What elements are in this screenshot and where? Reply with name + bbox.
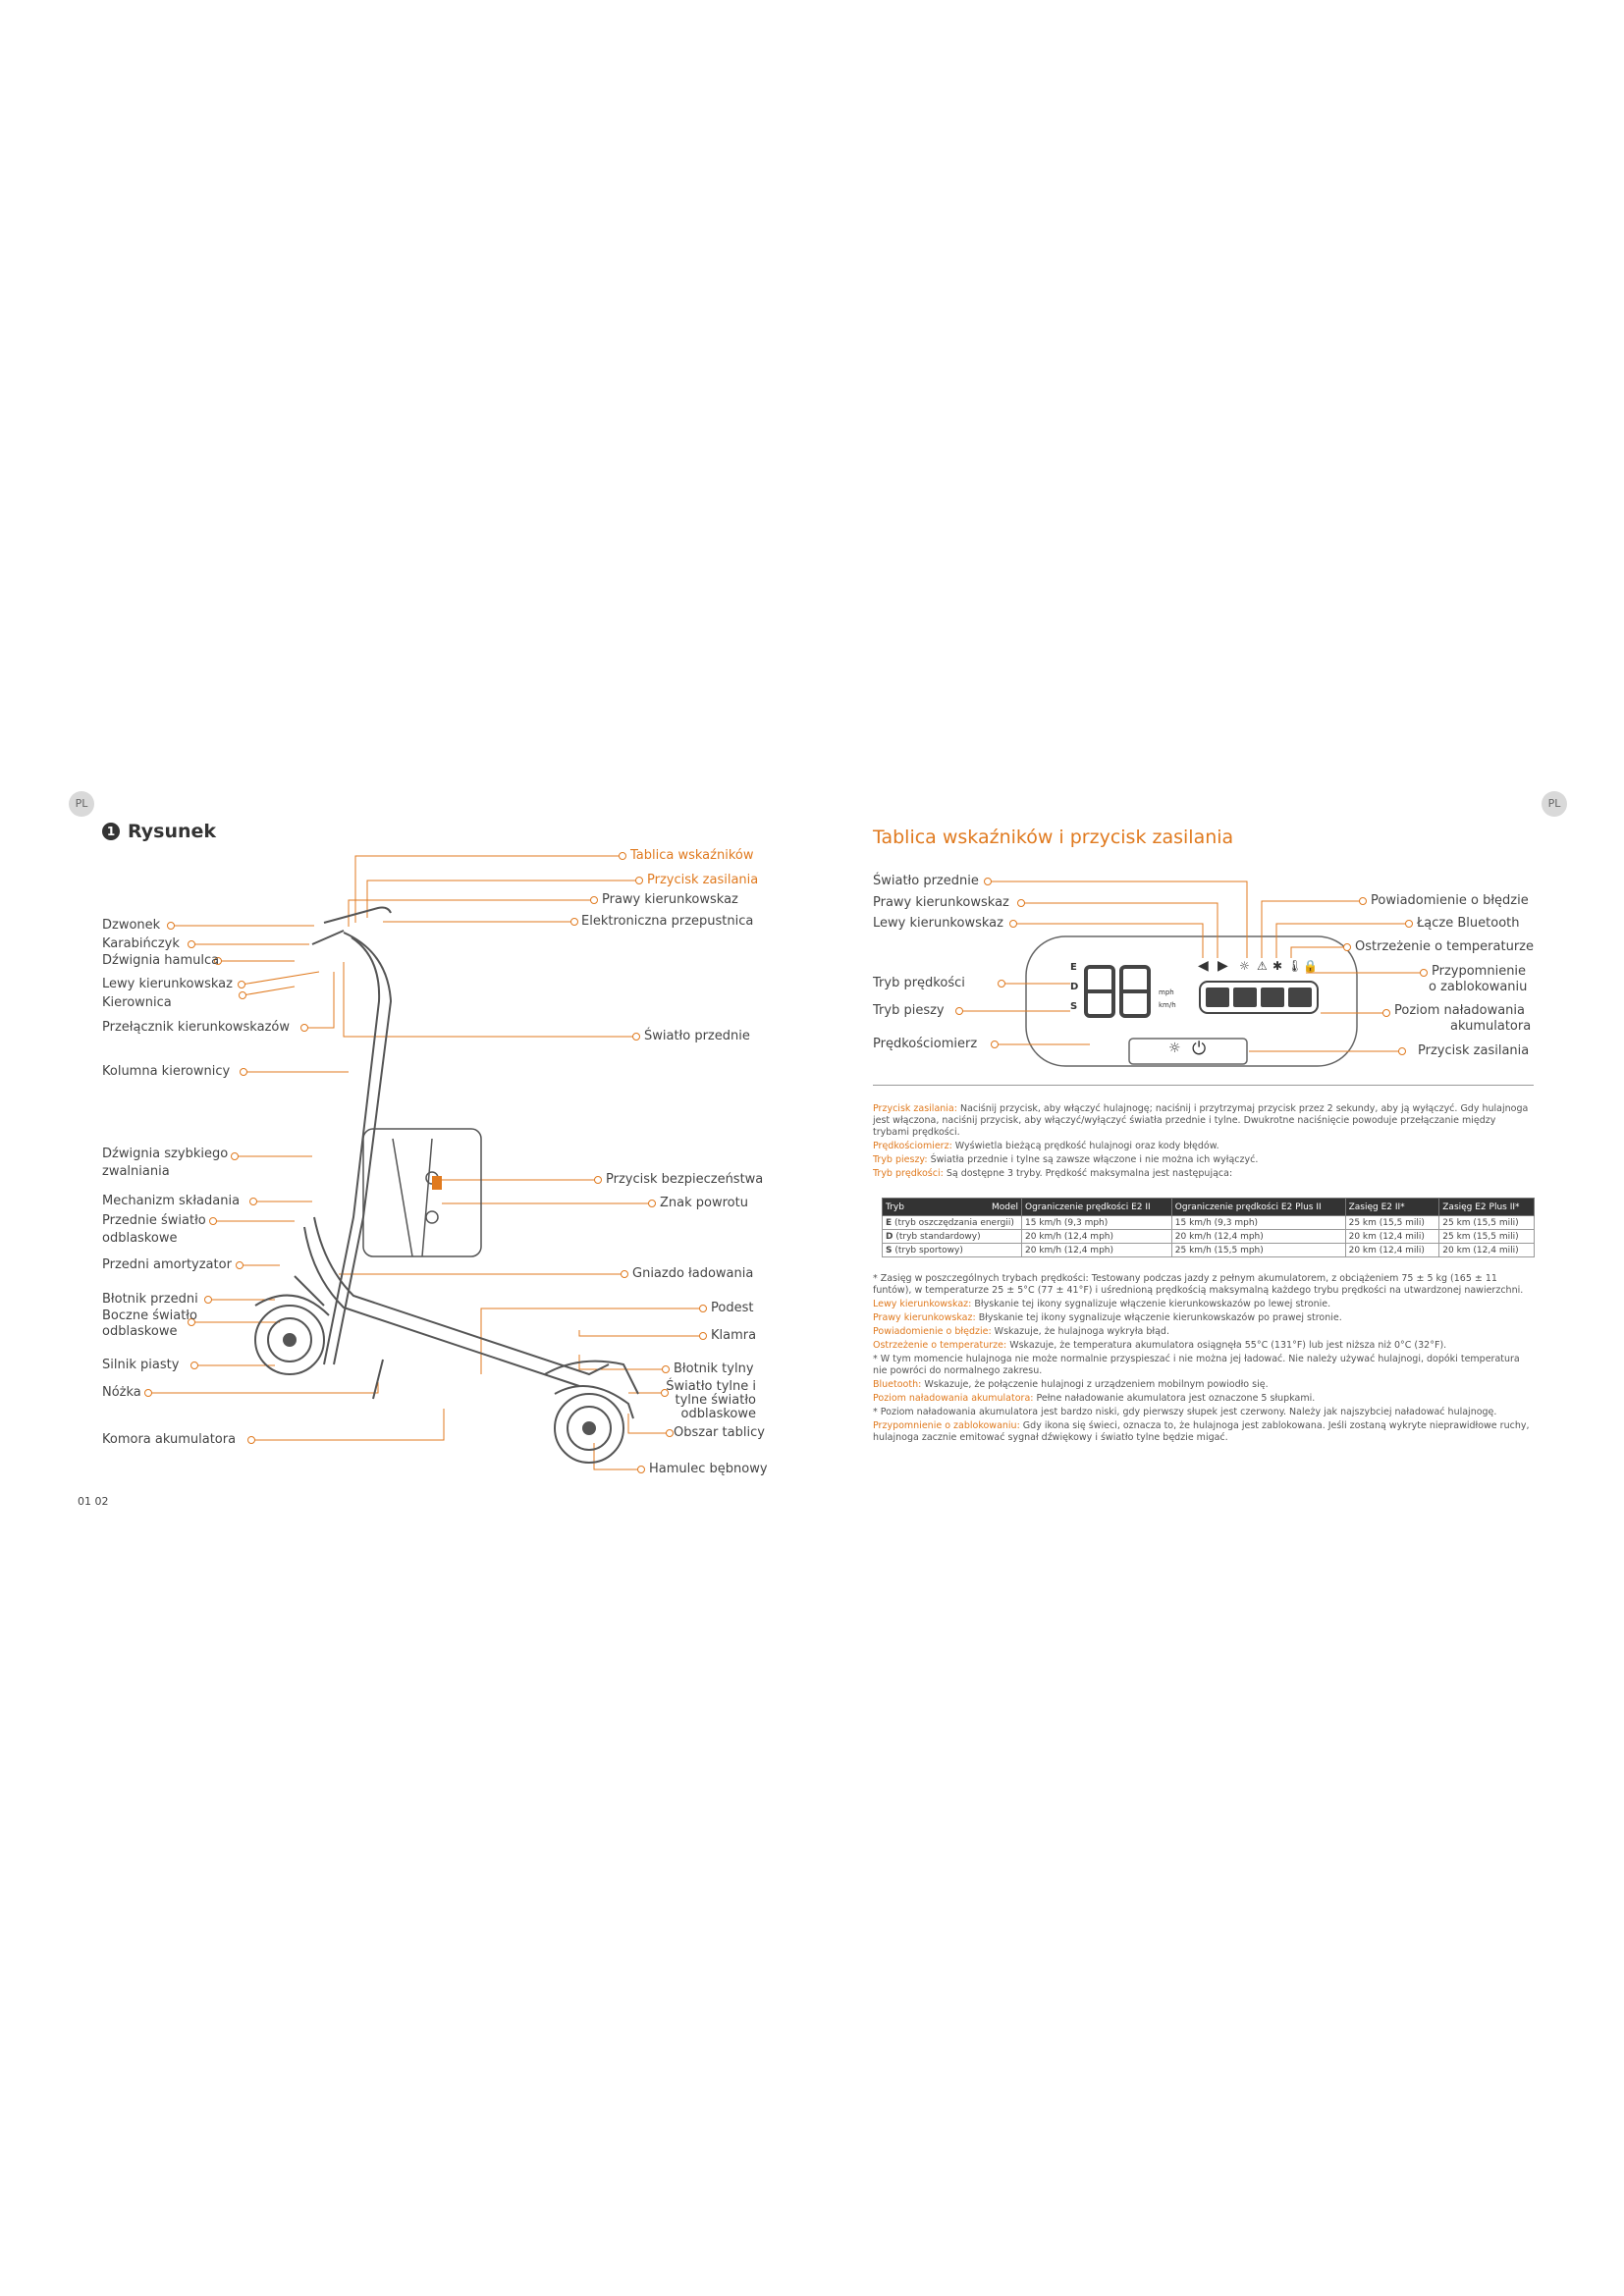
language-badge-right: PL [1542, 791, 1567, 817]
desc-key: Tryb pieszy: [873, 1154, 928, 1165]
section-number: 1 [102, 823, 120, 840]
table-row [883, 1244, 1535, 1257]
descriptions-bottom [873, 1273, 1534, 1446]
desc-text: Pełne naładowanie akumulatora jest oznaczone 5 słupkami. [1033, 1393, 1316, 1404]
right-turn-icon: ▶ [1218, 958, 1228, 974]
table-header-mode [883, 1199, 1022, 1216]
desc-text: Światła przednie i tylne są zawsze włączone i nie można ich wyłączyć. [927, 1154, 1259, 1165]
table-header: Ograniczenie prędkości E2 Plus II [1171, 1199, 1345, 1216]
label-swiatlo-tylne-1: Światło tylne i [666, 1379, 756, 1394]
desc-prawy [873, 1312, 1534, 1324]
label-dzwignia-szybkiego: Dźwignia szybkiego [102, 1147, 229, 1161]
mode-letter: D [886, 1231, 893, 1242]
table-header: Zasięg E2 Plus II* [1439, 1199, 1535, 1216]
label-ostrzezenie-temperatura: Ostrzeżenie o temperaturze [1355, 939, 1534, 954]
label-blotnik-przedni: Błotnik przedni [102, 1292, 198, 1307]
label-tablica-wskaznikow: Tablica wskaźników [630, 848, 754, 863]
label-przednie-swiatlo: Przednie światło [102, 1213, 206, 1228]
table-cell: 20 km (12,4 mili) [1439, 1244, 1535, 1257]
section-title-text: Rysunek [128, 821, 217, 842]
table-cell: 25 km (15,5 mili) [1439, 1230, 1535, 1244]
label-przelacznik-kierunkowskazow: Przełącznik kierunkowskazów [102, 1020, 290, 1035]
label-zwalniania: zwalniania [102, 1164, 170, 1179]
mode-e: E [1070, 962, 1077, 973]
desc-lewy [873, 1299, 1534, 1310]
table-cell: 20 km/h (12,4 mph) [1022, 1244, 1172, 1257]
label-przednie-odblaskowe: odblaskowe [102, 1231, 178, 1246]
label-hamulec-bebnowy: Hamulec bębnowy [649, 1462, 768, 1476]
label-silnik-piasty: Silnik piasty [102, 1358, 180, 1372]
header-tryb: Tryb [886, 1201, 904, 1212]
power-icon[interactable]: ⏻ [1192, 1039, 1207, 1059]
temperature-icon: 🌡 [1287, 959, 1303, 973]
headlight-button-icon: ☼ [1168, 1041, 1181, 1056]
label-kolumna-kierownicy: Kolumna kierownicy [102, 1064, 231, 1079]
table-cell-mode [883, 1216, 1022, 1230]
desc-text: Wyświetla bieżącą prędkość hulajnogi oraz kody błędów. [951, 1141, 1219, 1151]
section-title-right: Tablica wskaźników i przycisk zasilania [873, 827, 1234, 848]
error-icon: ⚠ [1257, 959, 1268, 973]
label-prawy-kierunkowskaz: Prawy kierunkowskaz [602, 892, 738, 907]
desc-przycisk [873, 1103, 1534, 1139]
mode-letter: E [886, 1217, 893, 1228]
label-swiatlo-przednie-r: Światło przednie [873, 874, 979, 888]
lock-icon: 🔒 [1303, 959, 1318, 973]
desc-key: Bluetooth: [873, 1379, 922, 1390]
desc-tryb-pieszy [873, 1154, 1534, 1166]
table-cell: 25 km (15,5 mili) [1345, 1216, 1439, 1230]
label-obszar-tablicy: Obszar tablicy [674, 1425, 765, 1440]
label-podest: Podest [711, 1301, 754, 1315]
label-dzwignia-hamulca: Dźwignia hamulca [102, 953, 220, 968]
desc-key: Przypomnienie o zablokowaniu: [873, 1420, 1020, 1431]
table-header: Ograniczenie prędkości E2 II [1022, 1199, 1172, 1216]
desc-powiadomienie [873, 1326, 1534, 1338]
label-gniazdo-ladowania: Gniazdo ładowania [632, 1266, 754, 1281]
label-klamra: Klamra [711, 1328, 757, 1343]
label-o-zablokowaniu: o zablokowaniu [1429, 980, 1528, 994]
desc-przypomnienie [873, 1420, 1534, 1444]
label-kierownica: Kierownica [102, 995, 172, 1010]
label-przypomnienie: Przypomnienie [1432, 964, 1527, 979]
desc-ostrzezenie [873, 1340, 1534, 1352]
divider [873, 1085, 1534, 1086]
table-cell: 20 km/h (12,4 mph) [1171, 1230, 1345, 1244]
label-nozka: Nóżka [102, 1385, 141, 1400]
unit-kmh: km/h [1159, 1001, 1176, 1009]
label-blotnik-tylny: Błotnik tylny [674, 1362, 754, 1376]
label-swiatlo-przednie: Światło przednie [644, 1029, 750, 1043]
table-cell: 25 km/h (15,5 mph) [1171, 1244, 1345, 1257]
desc-key: Tryb prędkości: [873, 1168, 944, 1179]
table-cell: 20 km (12,4 mili) [1345, 1244, 1439, 1257]
desc-poziom [873, 1393, 1534, 1405]
desc-predkosciomierz [873, 1141, 1534, 1152]
label-predkosciomierz: Prędkościomierz [873, 1037, 978, 1051]
label-swiatlo-tylne-3: odblaskowe [680, 1407, 756, 1421]
headlight-icon: ☼ [1239, 959, 1250, 973]
desc-note-range: * Zasięg w poszczególnych trybach prędkości: Testowany podczas jazdy z pełnym akumulatorem, z obciążeniem 75 ± 5 kg (165 ± 11 funtów), w temperaturze 25 ± 5°C (77 ± 41°F) i uśrednioną prędkością maksymalną każdego trybu prędkości na utwardzonej nawierzchni. [873, 1273, 1524, 1296]
desc-key: Prędkościomierz: [873, 1141, 952, 1151]
unit-mph: mph [1159, 988, 1174, 996]
label-tryb-pieszy: Tryb pieszy [873, 1003, 945, 1018]
desc-note-battery: * Poziom naładowania akumulatora jest bardzo niski, gdy pierwszy słupek jest czerwony. Należy jak najszybciej naładować hulajnogę. [873, 1407, 1497, 1417]
mode-name: (tryb standardowy) [893, 1231, 981, 1242]
mode-d: D [1070, 982, 1079, 992]
label-boczne-odblaskowe: odblaskowe [102, 1324, 178, 1339]
label-tryb-predkosci: Tryb prędkości [873, 976, 965, 990]
label-powiadomienie-o-bledzie: Powiadomienie o błędzie [1371, 893, 1529, 908]
label-lewy-kierunkowskaz-r: Lewy kierunkowskaz [873, 916, 1003, 931]
label-lewy-kierunkowskaz: Lewy kierunkowskaz [102, 977, 233, 991]
label-poziom-naladowania: Poziom naładowania [1394, 1003, 1526, 1018]
table-header: Zasięg E2 II* [1345, 1199, 1439, 1216]
speed-table [882, 1198, 1535, 1257]
table-cell: 20 km (12,4 mili) [1345, 1230, 1439, 1244]
label-dzwonek: Dzwonek [102, 918, 161, 933]
table-row [883, 1216, 1535, 1230]
table-cell: 25 km (15,5 mili) [1439, 1216, 1535, 1230]
label-lacze-bluetooth: Łącze Bluetooth [1417, 916, 1520, 931]
table-header-row [883, 1199, 1535, 1216]
desc-text: Wskazuje, że temperatura akumulatora osiągnęła 55°C (131°F) lub jest niższa niż 0°C (32°F). [1006, 1340, 1447, 1351]
desc-text: Są dostępne 3 tryby. Prędkość maksymalna jest następująca: [943, 1168, 1233, 1179]
desc-key: Lewy kierunkowskaz: [873, 1299, 972, 1309]
desc-key: Powiadomienie o błędzie: [873, 1326, 992, 1337]
label-przedni-amortyzator: Przedni amortyzator [102, 1257, 232, 1272]
desc-text: Wskazuje, że hulajnoga wykryła błąd. [991, 1326, 1169, 1337]
label-komora-akumulatora: Komora akumulatora [102, 1432, 237, 1447]
desc-text: Wskazuje, że połączenie hulajnogi z urządzeniem mobilnym powiodło się. [921, 1379, 1269, 1390]
table-row [883, 1230, 1535, 1244]
desc-text: Naciśnij przycisk, aby włączyć hulajnogę; naciśnij i przytrzymaj przycisk przez 2 sekundy, aby ją wyłączyć. Gdy hulajnoga jest włączona, naciśnij przycisk, aby włączyć/wyłączyć światła przednie i tylne. Dwukrotne naciśnięcie powoduje przełączanie między trybami prędkości. [873, 1103, 1529, 1138]
label-prawy-kierunkowskaz-r: Prawy kierunkowskaz [873, 895, 1009, 910]
table-cell: 15 km/h (9,3 mph) [1171, 1216, 1345, 1230]
mode-name: (tryb oszczędzania energii) [892, 1217, 1014, 1228]
table-cell-mode [883, 1230, 1022, 1244]
label-elektroniczna-przepustnica: Elektroniczna przepustnica [581, 914, 754, 929]
desc-note-temperature: * W tym momencie hulajnoga nie może normalnie przyspieszać i nie można jej ładować. Nie należy używać hulajnogi, dopóki temperatura nie powróci do normalnego zakresu. [873, 1354, 1520, 1376]
label-przycisk-zasilania: Przycisk zasilania [647, 873, 759, 887]
desc-tryb-predkosci [873, 1168, 1534, 1180]
table-cell: 15 km/h (9,3 mph) [1022, 1216, 1172, 1230]
label-mechanizm-skladania: Mechanizm składania [102, 1194, 241, 1208]
desc-text: Gdy ikona się świeci, oznacza to, że hulajnoga jest zablokowana. Jeśli zostaną wykryte nieprawidłowe ruchy, hulajnoga zacznie emitować sygnał dźwiękowy i światło tylne będzie migać. [873, 1420, 1530, 1443]
label-karabinczyk: Karabińczyk [102, 936, 180, 951]
table-cell-mode [883, 1244, 1022, 1257]
label-przycisk-bezpieczenstwa: Przycisk bezpieczeństwa [606, 1172, 764, 1187]
desc-bluetooth [873, 1379, 1534, 1391]
desc-key: Przycisk zasilania: [873, 1103, 957, 1114]
label-akumulatora: akumulatora [1450, 1019, 1532, 1034]
desc-text: Błyskanie tej ikony sygnalizuje włączenie kierunkowskazów po lewej stronie. [971, 1299, 1331, 1309]
label-swiatlo-tylne-2: tylne światło [675, 1393, 756, 1408]
desc-key: Prawy kierunkowskaz: [873, 1312, 976, 1323]
mode-s: S [1070, 1001, 1078, 1012]
page-numbers: 01 02 [78, 1495, 109, 1508]
descriptions-top [873, 1103, 1534, 1182]
desc-key: Ostrzeżenie o temperaturze: [873, 1340, 1007, 1351]
desc-text: Błyskanie tej ikony sygnalizuje włączenie kierunkowskazów po prawej stronie. [975, 1312, 1342, 1323]
bluetooth-icon: ✱ [1272, 959, 1283, 973]
label-boczne-swiatlo: Boczne światło [102, 1308, 197, 1323]
label-przycisk-zasilania-r: Przycisk zasilania [1418, 1043, 1530, 1058]
mode-name: (tryb sportowy) [892, 1245, 963, 1255]
label-znak-powrotu: Znak powrotu [660, 1196, 748, 1210]
desc-key: Poziom naładowania akumulatora: [873, 1393, 1034, 1404]
mode-letter: S [886, 1245, 893, 1255]
left-turn-icon: ◀ [1198, 958, 1209, 974]
header-model: Model [991, 1201, 1018, 1212]
table-cell: 20 km/h (12,4 mph) [1022, 1230, 1172, 1244]
language-badge-left: PL [69, 791, 94, 817]
